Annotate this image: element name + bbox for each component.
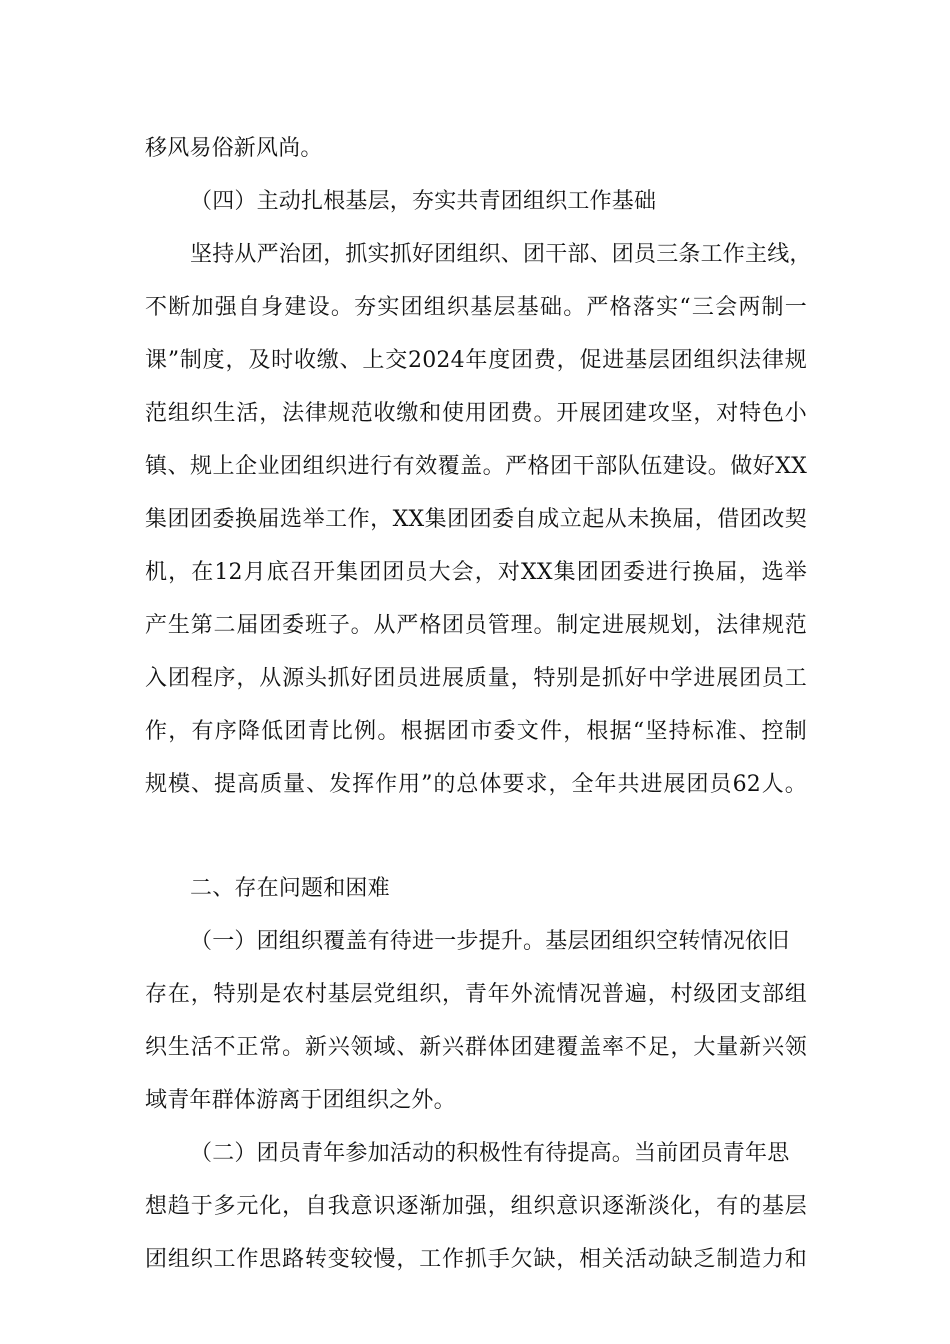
paragraph-line: （一）团组织覆盖有待进一步提升。基层团组织空转情况依旧 <box>190 929 790 954</box>
paragraph-line: 作，有序降低团青比例。根据团市委文件，根据“坚持标准、控制 <box>145 719 807 744</box>
paragraph-line: 坚持从严治团，抓实抓好团组织、团干部、团员三条工作主线， <box>190 242 812 267</box>
paragraph-line: 课”制度，及时收缴、上交2024年度团费，促进基层团组织法律规 <box>145 348 807 373</box>
section-heading: （四）主动扎根基层，夯实共青团组织工作基础 <box>190 189 657 214</box>
paragraph-line: 不断加强自身建设。夯实团组织基层基础。严格落实“三会两制一 <box>145 295 807 320</box>
paragraph-line: 规模、提高质量、发挥作用”的总体要求，全年共进展团员62人。 <box>145 772 807 797</box>
paragraph-line: 镇、规上企业团组织进行有效覆盖。严格团干部队伍建设。做好XX <box>145 454 807 479</box>
paragraph-line: 移风易俗新风尚。 <box>145 136 323 161</box>
paragraph-line: 机，在12月底召开集团团员大会，对XX集团团委进行换届，选举 <box>145 560 807 585</box>
paragraph-line: 织生活不正常。新兴领域、新兴群体团建覆盖率不足，大量新兴领 <box>145 1035 807 1060</box>
paragraph-line: 想趋于多元化，自我意识逐渐加强，组织意识逐渐淡化，有的基层 <box>145 1194 807 1219</box>
paragraph-line: 集团团委换届选举工作，XX集团团委自成立起从未换届，借团改契 <box>145 507 807 532</box>
paragraph-line: 产生第二届团委班子。从严格团员管理。制定进展规划，法律规范 <box>145 613 807 638</box>
paragraph-line: 团组织工作思路转变较慢，工作抓手欠缺，相关活动缺乏制造力和 <box>145 1247 807 1272</box>
paragraph-line: 范组织生活，法律规范收缴和使用团费。开展团建攻坚，对特色小 <box>145 401 807 426</box>
section-heading: 二、存在问题和困难 <box>190 876 390 901</box>
paragraph-line: 入团程序，从源头抓好团员进展质量，特别是抓好中学进展团员工 <box>145 666 807 691</box>
paragraph-line: （二）团员青年参加活动的积极性有待提高。当前团员青年思 <box>190 1141 790 1166</box>
paragraph-line: 域青年群体游离于团组织之外。 <box>145 1088 456 1113</box>
paragraph-line: 存在，特别是农村基层党组织，青年外流情况普遍，村级团支部组 <box>145 982 807 1007</box>
